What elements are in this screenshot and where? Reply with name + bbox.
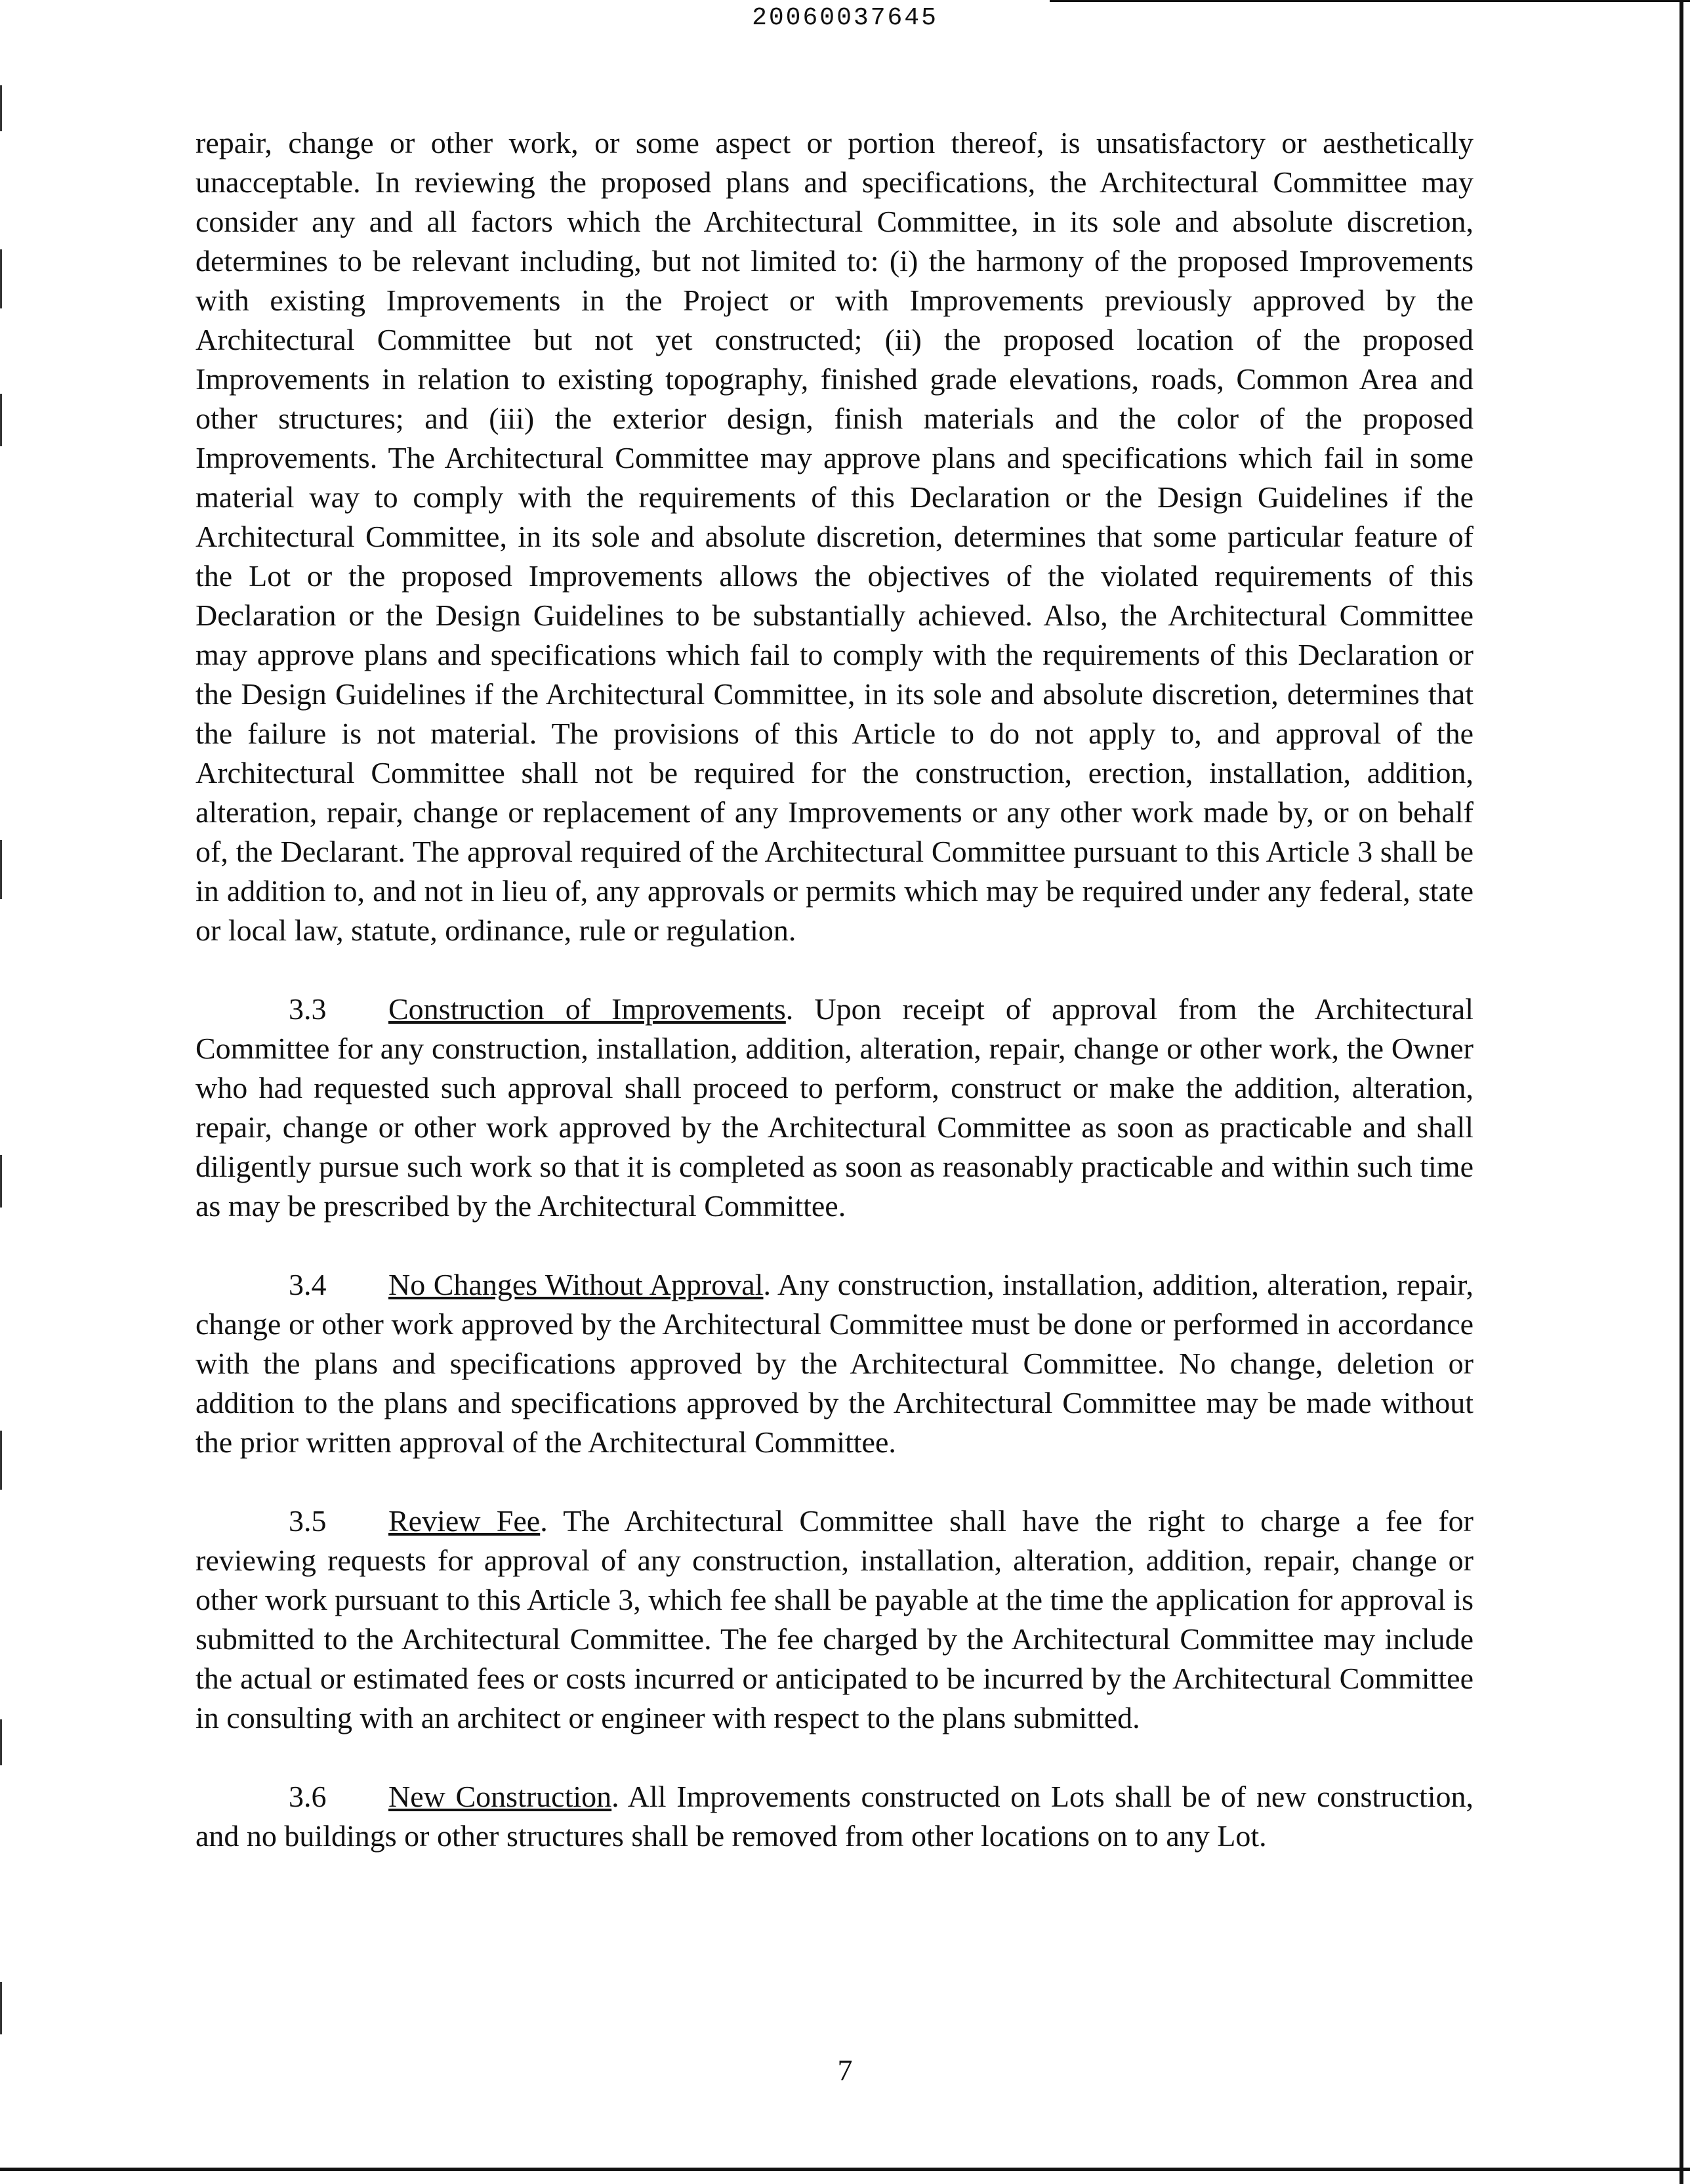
section-text: Upon receipt of approval from the Architectural Committee for any construction, installation, addition, alteration, repair, change or other work, the Owner who had requested such approval shall proceed to perform, construct or make the addition, alteration, repair, change or other work approved by the Architectural Committee as soon as practicable and shall diligently pursue such work so that it is completed as soon as reasonably practicable and within such time as may be prescribed by the Architectural Committee. xyxy=(196,992,1474,1223)
page-number: 7 xyxy=(837,2053,853,2087)
section-text: Any construction, installation, addition, alteration, repair, change or other work approved by the Architectural Committee must be done or performed in accordance with the plans and specifications approved by the Architectural Committee. No change, deletion or addition to the plans and specifications approved by the Architectural Committee may be made without the prior written approval of the Architectural Committee. xyxy=(196,1268,1474,1459)
section-number: 3.3 xyxy=(289,992,327,1026)
left-scan-marks xyxy=(0,0,3,2184)
section-number: 3.4 xyxy=(289,1268,327,1301)
bottom-scan-rule xyxy=(0,2168,1690,2171)
document-number: 20060037645 xyxy=(752,4,938,32)
section-number: 3.5 xyxy=(289,1504,327,1538)
document-body xyxy=(196,123,1474,1895)
section-3-4: 3.4 No Changes Without Approval. Any construction, installation, addition, alteration, repair, change or other work approved by the Architectural Committee must be done or performed in accordance with the plans and specifications approved by the Architectural Committee. No change, deletion or addition to the plans and specifications approved by the Architectural Committee may be made without the prior written approval of the Architectural Committee. xyxy=(196,1265,1474,1462)
top-scan-rule xyxy=(1050,0,1690,2)
section-number: 3.6 xyxy=(289,1780,327,1813)
section-text: All Improvements constructed on Lots shall be of new construction, and no buildings or other structures shall be removed from other locations on to any Lot. xyxy=(196,1780,1474,1853)
right-scan-border xyxy=(1680,0,1683,2184)
section-text: The Architectural Committee shall have the right to charge a fee for reviewing requests for approval of any construction, installation, alteration, addition, repair, change or other work pursuant to this Article 3, which fee shall be payable at the time the application for approval is submitted to the Architectural Committee. The fee charged by the Architectural Committee may include the actual or estimated fees or costs incurred or anticipated to be incurred by the Architectural Committee in consulting with an architect or engineer with respect to the plans submitted. xyxy=(196,1504,1474,1734)
section-3-5: 3.5 Review Fee. The Architectural Committee shall have the right to charge a fee for reviewing requests for approval of any construction, installation, alteration, addition, repair, change or other work pursuant to this Article 3, which fee shall be payable at the time the application for approval is submitted to the Architectural Committee. The fee charged by the Architectural Committee may include the actual or estimated fees or costs incurred or anticipated to be incurred by the Architectural Committee in consulting with an architect or engineer with respect to the plans submitted. xyxy=(196,1502,1474,1738)
section-heading: New Construction xyxy=(388,1780,612,1813)
section-3-3: 3.3 Construction of Improvements. Upon receipt of approval from the Architectural Committee for any construction, installation, addition, alteration, repair, change or other work, the Owner who had requested such approval shall proceed to perform, construct or make the addition, alteration, repair, change or other work approved by the Architectural Committee as soon as practicable and shall diligently pursue such work so that it is completed as soon as reasonably practicable and within such time as may be prescribed by the Architectural Committee. xyxy=(196,990,1474,1226)
section-3-6: 3.6 New Construction. All Improvements constructed on Lots shall be of new construction, and no buildings or other structures shall be removed from other locations on to any Lot. xyxy=(196,1777,1474,1856)
section-heading: Review Fee xyxy=(388,1504,541,1538)
continuation-paragraph: repair, change or other work, or some aspect or portion thereof, is unsatisfactory or aesthetically unacceptable. In reviewing the proposed plans and specifications, the Architectural Committee may consider any and all factors which the Architectural Committee, in its sole and absolute discretion, determines to be relevant including, but not limited to: (i) the harmony of the proposed Improvements with existing Improvements in the Project or with Improvements previously approved by the Architectural Committee but not yet constructed; (ii) the proposed location of the proposed Improvements in relation to existing topography, finished grade elevations, roads, Common Area and other structures; and (iii) the exterior design, finish materials and the color of the proposed Improvements. The Architectural Committee may approve plans and specifications which fail in some material way to comply with the requirements of this Declaration or the Design Guidelines if the Architectural Committee, in its sole and absolute discretion, determines that some particular feature of the Lot or the proposed Improvements allows the objectives of the violated requirements of this Declaration or the Design Guidelines to be substantially achieved. Also, the Architectural Committee may approve plans and specifications which fail to comply with the requirements of this Declaration or the Design Guidelines if the Architectural Committee, in its sole and absolute discretion, determines that the failure is not material. The provisions of this Article to do not apply to, and approval of the Architectural Committee shall not be required for the construction, erection, installation, addition, alteration, repair, change or replacement of any Improvements or any other work made by, or on behalf of, the Declarant. The approval required of the Architectural Committee pursuant to this Article 3 shall be in addition to, and not in lieu of, any approvals or permits which may be required under any federal, state or local law, statute, ordinance, rule or regulation. xyxy=(196,126,1474,947)
section-heading: No Changes Without Approval xyxy=(388,1268,764,1301)
section-heading: Construction of Improvements xyxy=(388,992,786,1026)
